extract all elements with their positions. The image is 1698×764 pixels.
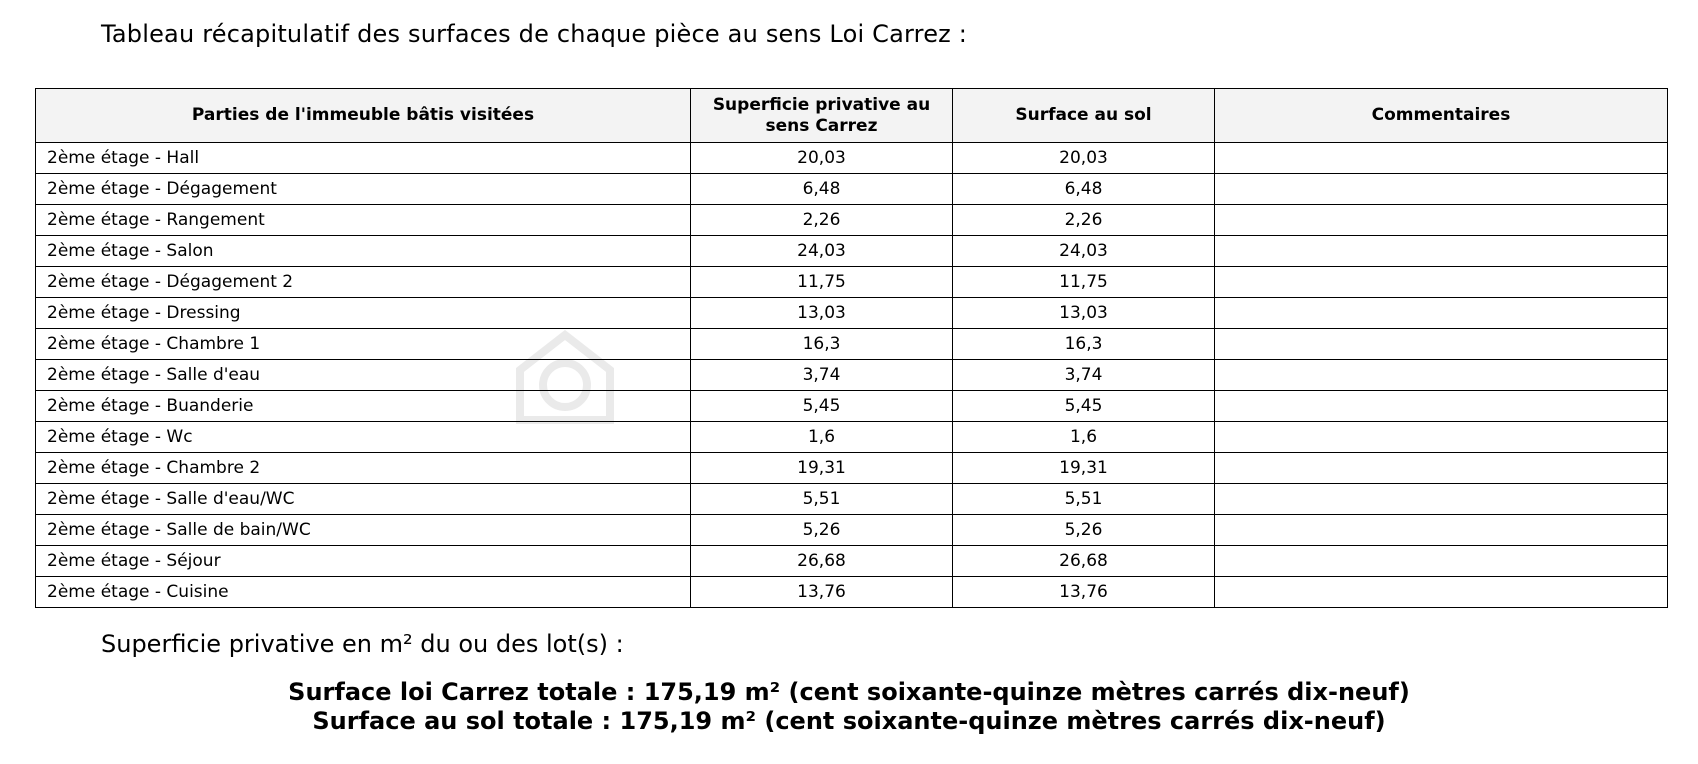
cell-comment (1215, 174, 1668, 205)
cell-room: 2ème étage - Hall (36, 143, 691, 174)
cell-sol: 13,76 (953, 577, 1215, 608)
cell-sol: 5,45 (953, 391, 1215, 422)
cell-room: 2ème étage - Salle d'eau (36, 360, 691, 391)
cell-room: 2ème étage - Wc (36, 422, 691, 453)
cell-carrez: 5,51 (691, 484, 953, 515)
header-parts: Parties de l'immeuble bâtis visitées (36, 89, 691, 143)
total-sol: Surface au sol totale : 175,19 m² (cent soixante-quinze mètres carrés dix-neuf) (312, 707, 1386, 735)
table-row (36, 205, 1668, 236)
table-row (36, 267, 1668, 298)
cell-room: 2ème étage - Salle de bain/WC (36, 515, 691, 546)
table-row (36, 298, 1668, 329)
table-row (36, 236, 1668, 267)
cell-comment (1215, 143, 1668, 174)
cell-comment (1215, 546, 1668, 577)
cell-sol: 19,31 (953, 453, 1215, 484)
cell-comment (1215, 484, 1668, 515)
cell-carrez: 3,74 (691, 360, 953, 391)
cell-sol: 26,68 (953, 546, 1215, 577)
table-row (36, 174, 1668, 205)
cell-sol: 24,03 (953, 236, 1215, 267)
cell-sol: 5,51 (953, 484, 1215, 515)
cell-comment (1215, 391, 1668, 422)
cell-carrez: 13,03 (691, 298, 953, 329)
cell-room: 2ème étage - Chambre 1 (36, 329, 691, 360)
cell-sol: 2,26 (953, 205, 1215, 236)
cell-carrez: 19,31 (691, 453, 953, 484)
table-row (36, 143, 1668, 174)
total-carrez: Surface loi Carrez totale : 175,19 m² (cent soixante-quinze mètres carrés dix-neuf) (288, 678, 1410, 706)
cell-sol: 3,74 (953, 360, 1215, 391)
cell-carrez: 26,68 (691, 546, 953, 577)
cell-sol: 5,26 (953, 515, 1215, 546)
cell-room: 2ème étage - Buanderie (36, 391, 691, 422)
cell-comment (1215, 329, 1668, 360)
table-row (36, 391, 1668, 422)
header-comments: Commentaires (1215, 89, 1668, 143)
cell-room: 2ème étage - Séjour (36, 546, 691, 577)
cell-comment (1215, 422, 1668, 453)
cell-room: 2ème étage - Rangement (36, 205, 691, 236)
cell-comment (1215, 515, 1668, 546)
cell-sol: 11,75 (953, 267, 1215, 298)
cell-carrez: 20,03 (691, 143, 953, 174)
cell-comment (1215, 298, 1668, 329)
surfaces-table (35, 88, 1668, 608)
cell-comment (1215, 577, 1668, 608)
table-row (36, 577, 1668, 608)
surfaces-table-container (35, 88, 1667, 608)
cell-sol: 16,3 (953, 329, 1215, 360)
table-row (36, 360, 1668, 391)
table-header-row (36, 89, 1668, 143)
cell-carrez: 24,03 (691, 236, 953, 267)
summary-label: Superficie privative en m² du ou des lot(s) : (101, 630, 624, 658)
cell-carrez: 6,48 (691, 174, 953, 205)
cell-room: 2ème étage - Dégagement (36, 174, 691, 205)
cell-sol: 20,03 (953, 143, 1215, 174)
cell-room: 2ème étage - Salle d'eau/WC (36, 484, 691, 515)
cell-carrez: 16,3 (691, 329, 953, 360)
cell-sol: 13,03 (953, 298, 1215, 329)
cell-carrez: 5,26 (691, 515, 953, 546)
cell-comment (1215, 360, 1668, 391)
table-row (36, 453, 1668, 484)
cell-room: 2ème étage - Dressing (36, 298, 691, 329)
cell-comment (1215, 267, 1668, 298)
table-body (36, 143, 1668, 608)
page-heading: Tableau récapitulatif des surfaces de chaque pièce au sens Loi Carrez : (101, 20, 968, 48)
table-row (36, 515, 1668, 546)
cell-room: 2ème étage - Chambre 2 (36, 453, 691, 484)
cell-room: 2ème étage - Dégagement 2 (36, 267, 691, 298)
cell-carrez: 5,45 (691, 391, 953, 422)
table-row (36, 329, 1668, 360)
header-carrez: Superficie privative au sens Carrez (691, 89, 953, 143)
cell-comment (1215, 205, 1668, 236)
cell-carrez: 13,76 (691, 577, 953, 608)
cell-carrez: 1,6 (691, 422, 953, 453)
cell-sol: 6,48 (953, 174, 1215, 205)
table-row (36, 484, 1668, 515)
table-row (36, 546, 1668, 577)
cell-sol: 1,6 (953, 422, 1215, 453)
cell-carrez: 2,26 (691, 205, 953, 236)
cell-carrez: 11,75 (691, 267, 953, 298)
cell-comment (1215, 453, 1668, 484)
table-row (36, 422, 1668, 453)
cell-room: 2ème étage - Salon (36, 236, 691, 267)
cell-room: 2ème étage - Cuisine (36, 577, 691, 608)
cell-comment (1215, 236, 1668, 267)
header-sol: Surface au sol (953, 89, 1215, 143)
